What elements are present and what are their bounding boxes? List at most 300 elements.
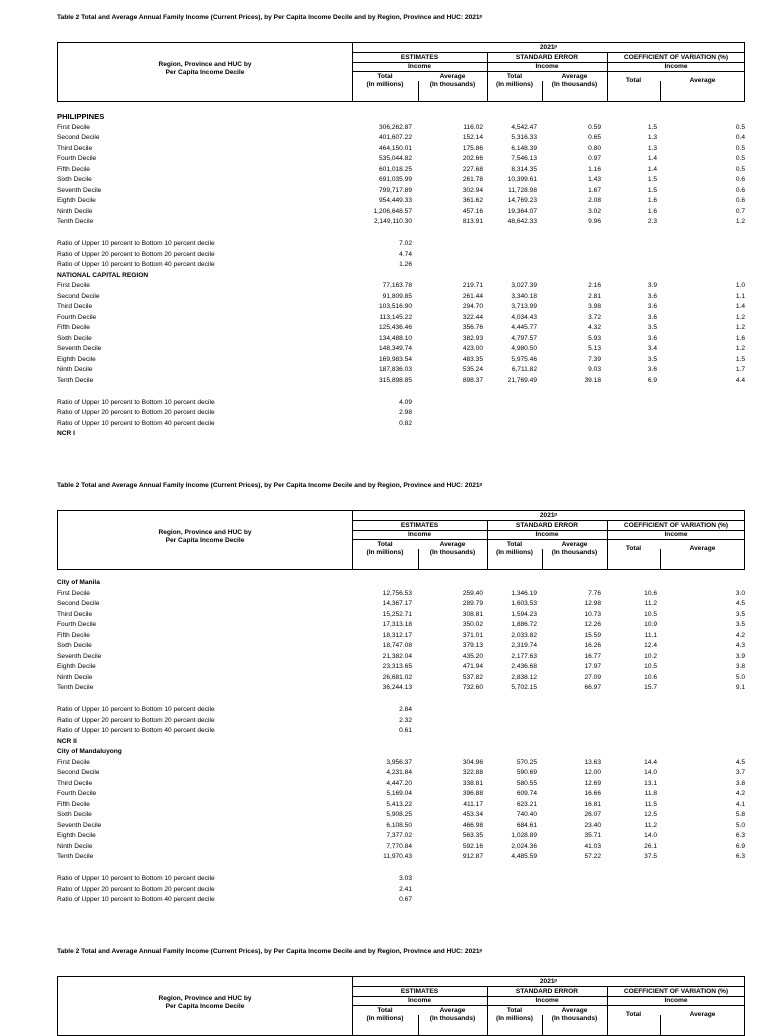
row-label-header: [58, 61, 352, 77]
cell-value: 535.24: [462, 366, 483, 374]
cell-value: 5,169.04: [386, 790, 412, 798]
cell-value: 3.5: [647, 324, 657, 332]
cell-value: 27.09: [584, 673, 601, 681]
cell-value: 0.80: [588, 144, 601, 152]
cell-value: 2.3: [647, 218, 657, 225]
cell-value: 175.86: [462, 144, 483, 152]
cell-value: 227.68: [462, 165, 483, 173]
cell-value: 14.4: [644, 758, 657, 766]
table-row: [57, 589, 745, 600]
cell-value: 3.9: [647, 282, 657, 290]
unit-header: (In thousands): [551, 81, 598, 88]
unit-header: (In thousands): [551, 1015, 598, 1022]
row-label: Second Decile: [57, 292, 100, 300]
row-label: Third Decile: [57, 144, 93, 152]
unit-header: (In millions): [366, 1015, 404, 1022]
row-label: Fifth Decile: [57, 631, 90, 639]
average-header: Average: [689, 1011, 716, 1018]
row-label: Tenth Decile: [57, 684, 94, 691]
cell-value: 0.61: [399, 727, 412, 735]
table-rule: [352, 71, 745, 72]
cell-value: 3.02: [588, 207, 601, 215]
table-row: [57, 334, 745, 345]
cell-value: 0.6: [735, 176, 745, 183]
unit-header: (In millions): [496, 549, 533, 556]
table-row: [57, 599, 745, 610]
table-row: [57, 217, 745, 228]
table-row: [57, 716, 745, 727]
cell-value: 954,449.33: [378, 197, 412, 204]
table-title: Table 2 Total and Average Annual Family Income (Current Prices), by Per Capita Income Decile and by Region, Province and HUC: 2021ᵖ: [57, 948, 483, 955]
row-label-header: [58, 529, 352, 545]
cell-value: 2,149,110.30: [373, 218, 412, 225]
cell-value: 10,399.61: [507, 176, 537, 183]
row-label: Third Decile: [57, 779, 93, 787]
cell-value: 148,349.74: [378, 345, 412, 353]
table-row: [57, 821, 745, 832]
cell-value: 294.70: [462, 303, 483, 311]
cell-value: 4.4: [735, 376, 745, 384]
cell-value: 219.71: [462, 282, 483, 290]
table-row: [57, 673, 745, 684]
cell-value: 0.7: [735, 207, 745, 215]
row-label: Fifth Decile: [57, 165, 90, 173]
total-header: Total: [506, 541, 523, 548]
table-row: [57, 175, 745, 186]
table-row: [57, 789, 745, 800]
table-rule: [352, 539, 745, 540]
table-row: [57, 842, 745, 853]
table-row: [57, 831, 745, 842]
cell-value: 1,603.53: [511, 600, 537, 607]
table-row: [57, 302, 745, 313]
row-label: Fourth Decile: [57, 155, 97, 162]
cell-value: 9.96: [588, 218, 601, 225]
cell-value: 0.6: [735, 197, 745, 204]
cell-value: 1,594.23: [511, 610, 537, 618]
row-label: NCR I: [57, 430, 75, 438]
cell-value: 1.2: [735, 313, 745, 321]
cell-value: 2,024.36: [511, 842, 537, 850]
average-header: Average: [439, 73, 466, 80]
cell-value: 259.40: [462, 589, 483, 597]
cell-value: 26.1: [644, 842, 657, 850]
cell-value: 16.81: [584, 800, 601, 808]
cv-header: COEFFICIENT OF VARIATION (%): [623, 54, 729, 61]
cell-value: 535,044.82: [378, 155, 412, 162]
section-heading-row: [57, 578, 745, 589]
estimates-header: ESTIMATES: [400, 988, 439, 995]
row-label: Second Decile: [57, 600, 100, 607]
row-label: Ratio of Upper 20 percent to Bottom 20 percent decile: [57, 885, 215, 893]
cell-value: 289.79: [462, 600, 483, 607]
cell-value: 2.32: [399, 716, 412, 724]
table-row: [57, 365, 745, 376]
table-title: Table 2 Total and Average Annual Family Income (Current Prices), by Per Capita Income Decile and by Region, Province and HUC: 2021ᵖ: [57, 14, 483, 21]
cell-value: 4.5: [735, 758, 745, 766]
cell-value: 3.8: [735, 779, 745, 787]
row-label: Fourth Decile: [57, 790, 97, 798]
cell-value: 306,262.87: [378, 123, 412, 131]
table-row: [57, 768, 745, 779]
cell-value: 6.3: [735, 853, 745, 861]
cell-value: 3,027.39: [511, 282, 537, 290]
row-label-line: Region, Province and HUC by: [158, 995, 252, 1002]
table-row: [57, 144, 745, 155]
total-header: Total: [377, 1007, 393, 1014]
row-label: Ninth Decile: [57, 842, 93, 850]
average-header: Average: [561, 1007, 588, 1014]
cell-value: 14.0: [644, 832, 657, 840]
table-row: [57, 419, 745, 430]
cell-value: 570.25: [516, 758, 537, 766]
cell-value: 1.16: [588, 165, 601, 173]
cell-value: 23.40: [584, 821, 601, 829]
cell-value: 2,177.63: [511, 652, 537, 660]
table-row: [57, 852, 745, 863]
unit-header: (In millions): [366, 81, 404, 88]
cell-value: 799,717.89: [378, 186, 412, 194]
cell-value: 41.03: [584, 842, 601, 850]
cell-value: 12.00: [584, 769, 601, 777]
cell-value: 1.5: [735, 355, 745, 363]
cell-value: 5,908.25: [386, 811, 412, 819]
cell-value: 17,313.18: [382, 621, 412, 628]
cell-value: 17.97: [584, 663, 601, 670]
cell-value: 1.6: [647, 197, 657, 204]
cell-value: 5,975.46: [511, 355, 537, 363]
cell-value: 4,445.77: [511, 324, 537, 332]
cell-value: 304.96: [462, 758, 483, 766]
cell-value: 12.69: [584, 779, 601, 787]
row-label: Tenth Decile: [57, 376, 94, 384]
table-row: [57, 313, 745, 324]
cell-value: 18,312.17: [382, 631, 412, 639]
row-label: Ratio of Upper 10 percent to Bottom 10 percent decile: [57, 398, 215, 406]
cell-value: 48,642.33: [507, 218, 537, 225]
cell-value: 338.81: [462, 779, 483, 787]
row-label: Fifth Decile: [57, 324, 90, 332]
cell-value: 2,319.74: [511, 642, 537, 649]
table-rule: [352, 986, 745, 987]
cell-value: 2.81: [588, 292, 601, 300]
cell-value: 1.2: [735, 324, 745, 332]
table-row: [57, 895, 745, 906]
year-header: 2021ᵖ: [539, 978, 558, 985]
cell-value: 3,956.37: [386, 758, 412, 766]
cell-value: 169,983.54: [378, 355, 412, 363]
cell-value: 609.74: [516, 790, 537, 798]
cell-value: 0.97: [588, 155, 601, 162]
cell-value: 2.98: [399, 409, 412, 417]
cell-value: 691,035.99: [378, 176, 412, 183]
row-label: NCR II: [57, 737, 77, 745]
cell-value: 4,447.20: [386, 779, 412, 787]
estimates-header: ESTIMATES: [400, 54, 439, 61]
cell-value: 1.6: [735, 334, 745, 342]
cell-value: 4.09: [399, 398, 412, 406]
cell-value: 6,148.39: [511, 144, 537, 152]
cell-value: 322.44: [462, 313, 483, 321]
table-row: [57, 250, 745, 261]
cell-value: 77,163.78: [382, 282, 412, 290]
cell-value: 7,770.84: [386, 842, 412, 850]
cell-value: 0.5: [735, 123, 745, 131]
section-heading-row: [57, 271, 745, 282]
table-row: [57, 123, 745, 134]
total-header: Total: [625, 1011, 642, 1018]
cell-value: 4,231.84: [386, 769, 412, 777]
cell-value: 371.01: [462, 631, 483, 639]
cell-value: 7.76: [588, 589, 601, 597]
cell-value: 322.88: [462, 769, 483, 777]
cell-value: 3.4: [647, 345, 657, 353]
row-label: Seventh Decile: [57, 186, 102, 194]
row-label: Second Decile: [57, 134, 100, 141]
cell-value: 457.16: [462, 207, 483, 215]
cell-value: 4.1: [735, 800, 745, 808]
cell-value: 12.26: [584, 621, 601, 628]
cell-value: 6,108.50: [386, 821, 412, 829]
row-label: Sixth Decile: [57, 176, 92, 183]
cell-value: 8,314.35: [511, 165, 537, 173]
total-header: Total: [506, 1007, 523, 1014]
average-header: Average: [689, 77, 716, 84]
income-header: Income: [407, 531, 432, 538]
cell-value: 0.67: [399, 896, 412, 904]
average-header: Average: [689, 545, 716, 552]
cell-value: 3.6: [647, 334, 657, 342]
cell-value: 308.81: [462, 610, 483, 618]
average-header: Average: [439, 541, 466, 548]
cell-value: 37.5: [644, 853, 657, 861]
table-row: [57, 705, 745, 716]
row-label: Eighth Decile: [57, 832, 96, 840]
cell-value: 1.2: [735, 345, 745, 353]
cell-value: 2,436.68: [511, 663, 537, 670]
cell-value: 5.13: [588, 345, 601, 353]
cell-value: 0.82: [399, 419, 412, 427]
row-label: Sixth Decile: [57, 642, 92, 649]
cell-value: 4.32: [588, 324, 601, 332]
unit-header: (In thousands): [429, 81, 476, 88]
cell-value: 4.3: [735, 642, 745, 649]
table-row: [57, 779, 745, 790]
cell-value: 6.3: [735, 832, 745, 840]
cv-header: COEFFICIENT OF VARIATION (%): [623, 522, 729, 529]
cell-value: 11.2: [644, 600, 657, 607]
income-header: Income: [535, 63, 559, 70]
table-row: [57, 239, 745, 250]
year-header: 2021ᵖ: [539, 44, 558, 51]
cell-value: 10.5: [644, 663, 657, 670]
row-label-line: Region, Province and HUC by: [158, 529, 252, 536]
cell-value: 187,836.03: [378, 366, 412, 374]
row-label: First Decile: [57, 589, 90, 597]
cell-value: 26,681.02: [382, 673, 412, 681]
income-header: Income: [664, 997, 688, 1004]
row-label: Ratio of Upper 20 percent to Bottom 20 percent decile: [57, 250, 215, 258]
cell-value: 4,542.47: [511, 123, 537, 131]
cell-value: 813.91: [462, 218, 483, 225]
cell-value: 5,702.15: [511, 684, 537, 691]
row-label: Seventh Decile: [57, 821, 102, 829]
cv-header: COEFFICIENT OF VARIATION (%): [623, 988, 729, 995]
standard-error-header: STANDARD ERROR: [515, 54, 579, 61]
section-heading-row: [57, 429, 745, 440]
cell-value: 7.39: [588, 355, 601, 363]
cell-value: 590.69: [516, 769, 537, 777]
cell-value: 11.2: [644, 821, 657, 829]
cell-value: 12.98: [584, 600, 601, 607]
unit-header: (In thousands): [429, 1015, 476, 1022]
cell-value: 261.44: [462, 292, 483, 300]
cell-value: 11,728.98: [508, 186, 537, 194]
table-row: [57, 186, 745, 197]
table-header: [57, 42, 745, 102]
row-label: NATIONAL CAPITAL REGION: [57, 271, 149, 279]
cell-value: 152.14: [462, 134, 483, 141]
section-heading-row: [57, 112, 745, 123]
table-row: [57, 344, 745, 355]
cell-value: 202.66: [462, 155, 483, 162]
cell-value: 6.9: [735, 842, 745, 850]
cell-value: 379.13: [462, 642, 483, 649]
row-label: PHILIPPINES: [57, 112, 105, 121]
cell-value: 740.40: [516, 811, 537, 819]
cell-value: 15.59: [584, 631, 601, 639]
income-header: Income: [664, 531, 688, 538]
table-row: [57, 641, 745, 652]
income-header: Income: [535, 531, 559, 538]
cell-value: 4,980.50: [511, 345, 537, 353]
average-header: Average: [561, 73, 588, 80]
row-label: First Decile: [57, 758, 90, 766]
cell-value: 1.7: [735, 366, 745, 374]
row-label: Ratio of Upper 10 percent to Bottom 10 percent decile: [57, 875, 215, 883]
cell-value: 4,485.59: [511, 853, 537, 861]
row-label: City of Manila: [57, 579, 100, 586]
cell-value: 537.82: [462, 673, 483, 681]
row-label: Eighth Decile: [57, 197, 96, 204]
cell-value: 10.73: [584, 610, 601, 618]
cell-value: 5,413.22: [386, 800, 412, 808]
cell-value: 12,756.53: [382, 589, 412, 597]
table-rule: [352, 1005, 745, 1006]
cell-value: 4,034.43: [511, 313, 537, 321]
table-row: [57, 726, 745, 737]
cell-value: 10.9: [644, 621, 657, 628]
standard-error-header: STANDARD ERROR: [515, 522, 579, 529]
table-row: [57, 662, 745, 673]
cell-value: 3.7: [735, 769, 745, 777]
unit-header: (In thousands): [551, 549, 598, 556]
cell-value: 5.8: [735, 811, 745, 819]
cell-value: 3.0: [735, 589, 745, 597]
cell-value: 2,838.12: [511, 673, 537, 681]
row-label: Ninth Decile: [57, 673, 93, 681]
row-label: City of Mandaluyong: [57, 748, 122, 756]
cell-value: 3.03: [399, 875, 412, 883]
cell-value: 3.5: [735, 621, 745, 628]
total-header: Total: [506, 73, 523, 80]
cell-value: 10.6: [644, 589, 657, 597]
cell-value: 0.5: [735, 155, 745, 162]
cell-value: 12.5: [644, 811, 657, 819]
cell-value: 1.26: [399, 261, 412, 269]
cell-value: 7.02: [399, 240, 412, 248]
table-row: [57, 376, 745, 387]
row-label: Ratio of Upper 20 percent to Bottom 20 percent decile: [57, 409, 215, 417]
cell-value: 0.59: [588, 123, 601, 131]
row-label-line: Per Capita Income Decile: [165, 537, 245, 544]
cell-value: 0.5: [735, 165, 745, 173]
cell-value: 0.65: [588, 134, 601, 141]
cell-value: 2.84: [399, 706, 412, 714]
cell-value: 4.2: [735, 790, 745, 798]
cell-value: 57.22: [584, 853, 601, 861]
year-header: 2021ᵖ: [539, 512, 558, 519]
cell-value: 483.35: [462, 355, 483, 363]
table-row: [57, 758, 745, 769]
cell-value: 623.21: [516, 800, 537, 808]
cell-value: 16.77: [584, 652, 601, 660]
cell-value: 6,711.82: [511, 366, 537, 374]
cell-value: 0.4: [735, 134, 745, 141]
cell-value: 580.55: [516, 779, 537, 787]
cell-value: 11.1: [644, 631, 657, 639]
cell-value: 39.18: [584, 376, 601, 384]
table-rule: [352, 52, 745, 53]
cell-value: 0.5: [735, 144, 745, 152]
cell-value: 1,028.89: [511, 832, 537, 840]
cell-value: 14,367.17: [382, 600, 412, 607]
cell-value: 4.2: [735, 631, 745, 639]
cell-value: 1,206,648.57: [373, 207, 412, 215]
cell-value: 1.2: [735, 218, 745, 225]
cell-value: 2,033.82: [511, 631, 537, 639]
estimates-header: ESTIMATES: [400, 522, 439, 529]
cell-value: 11,970.43: [383, 853, 412, 861]
cell-value: 350.02: [462, 621, 483, 628]
cell-value: 13.1: [644, 779, 657, 787]
row-label: Sixth Decile: [57, 334, 92, 342]
cell-value: 1.5: [647, 176, 657, 183]
cell-value: 21,382.04: [382, 652, 412, 660]
cell-value: 898.37: [462, 376, 483, 384]
cell-value: 6.9: [647, 376, 657, 384]
row-label: Fifth Decile: [57, 800, 90, 808]
row-label: Ratio of Upper 10 percent to Bottom 10 percent decile: [57, 240, 215, 248]
cell-value: 9.1: [735, 684, 745, 691]
table-row: [57, 165, 745, 176]
total-header: Total: [625, 545, 642, 552]
cell-value: 1.67: [588, 186, 601, 194]
cell-value: 15.7: [644, 684, 657, 691]
total-header: Total: [625, 77, 642, 84]
average-header: Average: [561, 541, 588, 548]
cell-value: 35.71: [584, 832, 601, 840]
cell-value: 2.41: [399, 885, 412, 893]
cell-value: 382.93: [462, 334, 483, 342]
cell-value: 3.5: [735, 610, 745, 618]
table-row: [57, 810, 745, 821]
cell-value: 113,145.22: [379, 313, 412, 321]
cell-value: 435.20: [462, 652, 483, 660]
row-label: Ninth Decile: [57, 366, 93, 374]
table-row: [57, 154, 745, 165]
row-label: Tenth Decile: [57, 218, 94, 225]
